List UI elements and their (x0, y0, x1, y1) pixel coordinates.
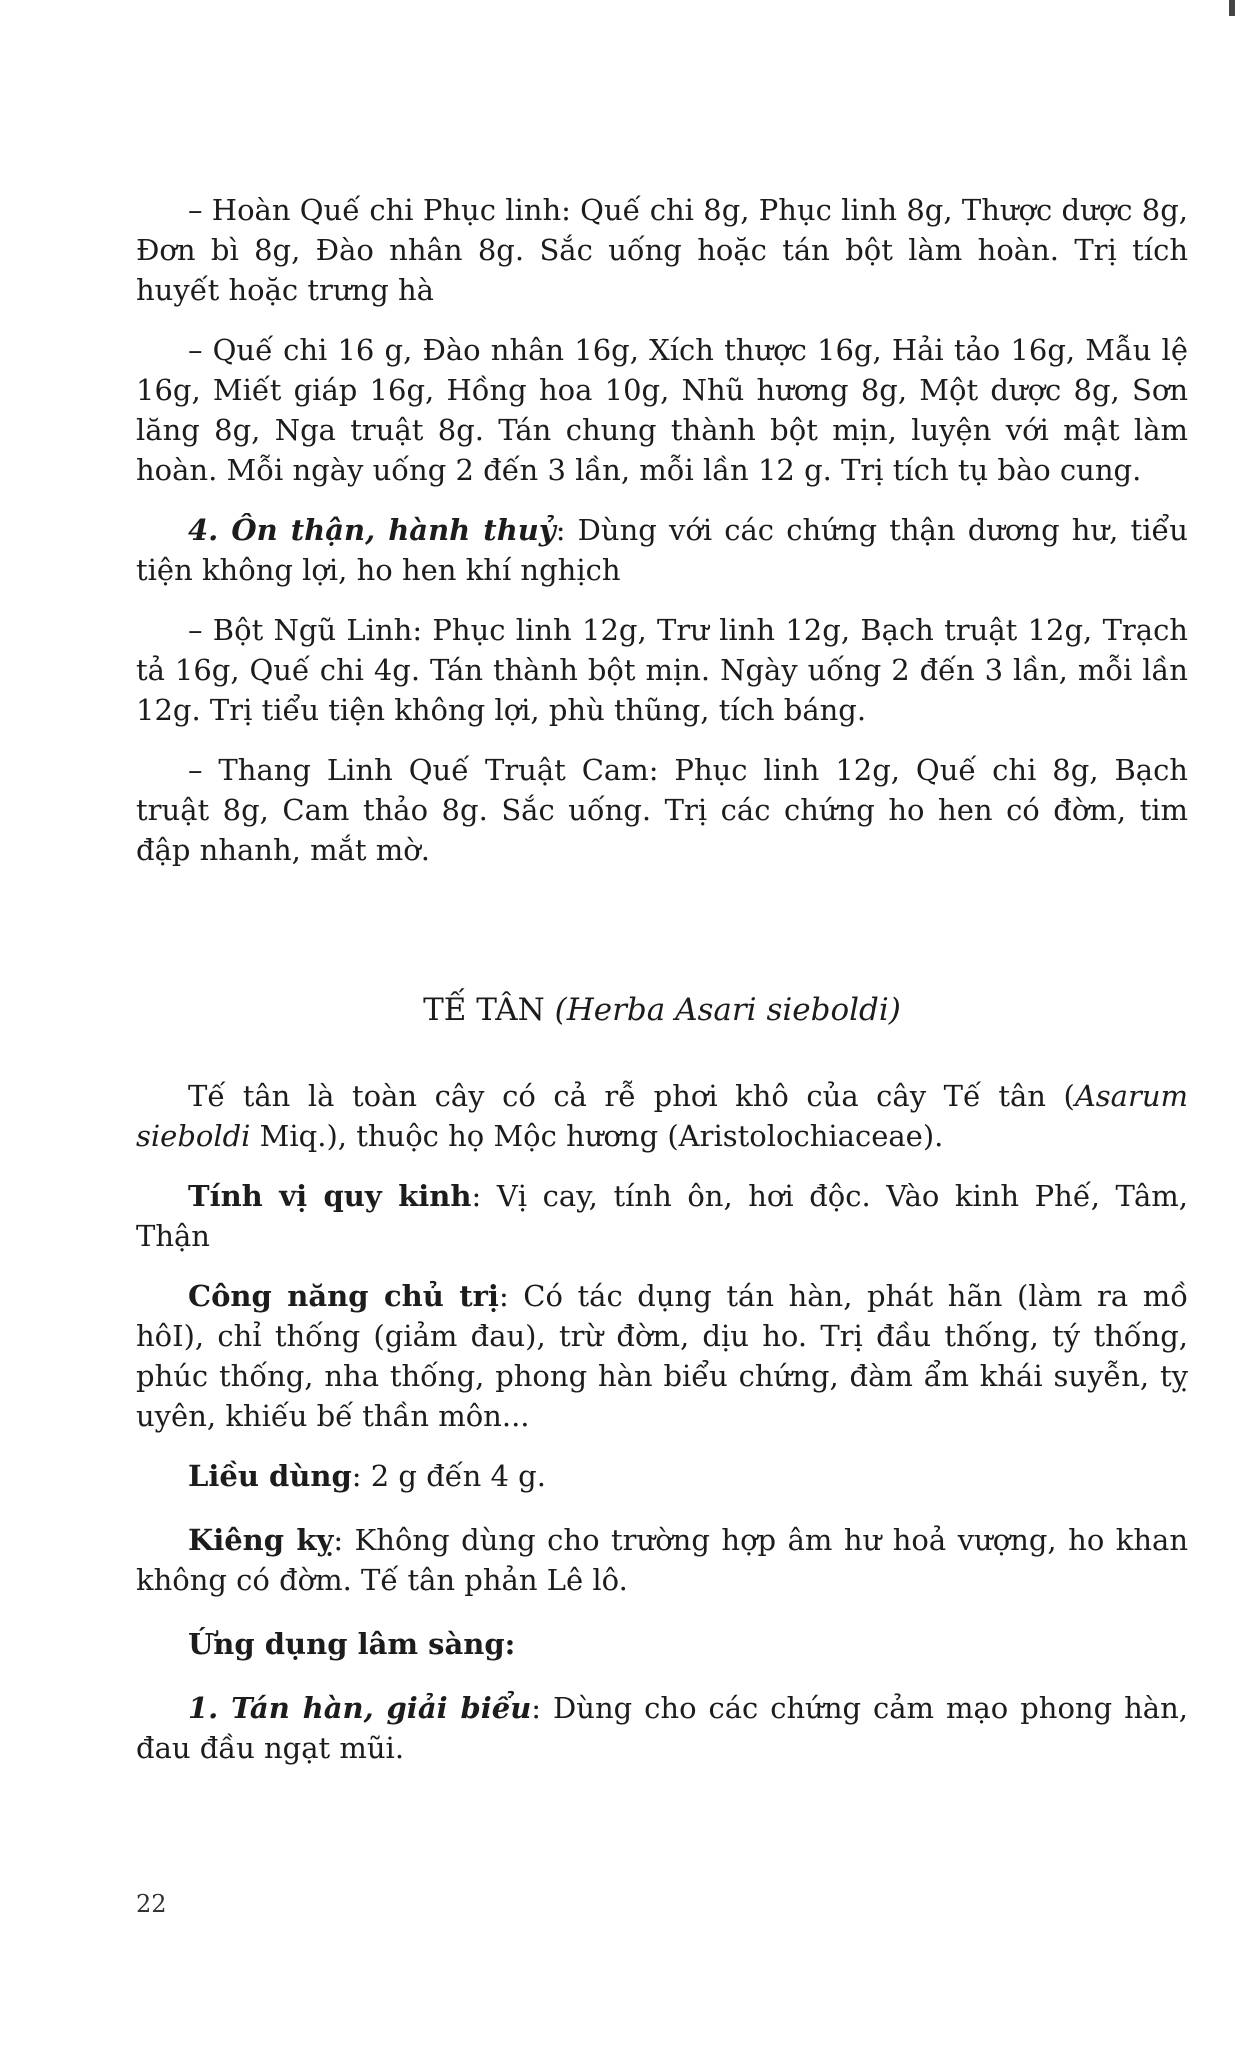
item-4-text: : Dùng với các chứng thận dương hư, tiểu tiện không lợi, ho hen khí nghịch (136, 513, 1188, 587)
paragraph-kieng-ky (136, 1520, 1188, 1600)
tinh-vi-label: Tính vị quy kinh (188, 1179, 472, 1213)
paragraph-cong-nang (136, 1276, 1188, 1436)
cong-nang-text: : Có tác dụng tán hàn, phát hãn (làm ra mồ hôI), chỉ thống (giảm đau), trừ đờm, dịu ho. Trị đầu thống, tý thống, phúc thống, nha thống, phong hàn biểu chứng, đàm ẩm khái suyễn, tỵ uyên, khiếu bế thần môn... (136, 1279, 1188, 1433)
cong-nang-label: Công năng chủ trị (188, 1279, 499, 1313)
paragraph-que-chi-formula: – Quế chi 16 g, Đào nhân 16g, Xích thược 16g, Hải tảo 16g, Mẫu lệ 16g, Miết giáp 16g, Hồng hoa 10g, Nhũ hương 8g, Một dược 8g, Sơn lăng 8g, Nga truật 8g. Tán chung thành bột mịn, luyện với mật làm hoàn. Mỗi ngày uống 2 đến 3 lần, mỗi lần 12 g. Trị tích tụ bào cung. (136, 333, 1188, 487)
lieu-dung-text: : 2 g đến 4 g. (351, 1459, 546, 1493)
lieu-dung-label: Liều dùng (188, 1459, 352, 1493)
section-title-name: TẾ TÂN (423, 992, 545, 1028)
section-title (136, 990, 1188, 1030)
paragraph-lieu-dung (136, 1456, 1188, 1496)
paragraph-ung-dung (136, 1624, 1188, 1664)
paragraph-hoan-que-chi: – Hoàn Quế chi Phục linh: Quế chi 8g, Phục linh 8g, Thược dược 8g, Đơn bì 8g, Đào nhân 8g. Sắc uống hoặc tán bột làm hoàn. Trị tích huyết hoặc trưng hà (136, 193, 1188, 307)
scan-corner-mark (1229, 0, 1235, 16)
paragraph-tan-han (136, 1688, 1188, 1768)
paragraph-thang-linh-que: – Thang Linh Quế Truật Cam: Phục linh 12g, Quế chi 8g, Bạch truật 8g, Cam thảo 8g. Sắc uống. Trị các chứng ho hen có đờm, tim đập nhanh, mắt mờ. (136, 753, 1188, 867)
intro-part-a: Tế tân là toàn cây có cả rễ phơi khô của cây Tế tân ( (188, 1079, 1075, 1113)
intro-species: Asarum sieboldi (136, 1079, 1188, 1153)
tinh-vi-text: : Vị cay, tính ôn, hơi độc. Vào kinh Phế, Tâm, Thận (136, 1179, 1188, 1253)
paragraph-bot-ngu-linh: – Bột Ngũ Linh: Phục linh 12g, Trư linh 12g, Bạch truật 12g, Trạch tả 16g, Quế chi 4g. Tán thành bột mịn. Ngày uống 2 đến 3 lần, mỗi lần 12g. Trị tiểu tiện không lợi, phù thũng, tích báng. (136, 613, 1188, 727)
section-title-latin: (Herba Asari sieboldi) (554, 992, 901, 1028)
item-1-text: : Dùng cho các chứng cảm mạo phong hàn, đau đầu ngạt mũi. (136, 1691, 1188, 1765)
paragraph-tinh-vi (136, 1176, 1188, 1256)
intro-part-b: Miq.), thuộc họ Mộc hương (Aristolochiaceae). (250, 1119, 944, 1153)
kieng-ky-label: Kiêng kỵ (188, 1523, 334, 1557)
page-number: 22 (136, 1890, 167, 1918)
paragraph-on-than (136, 510, 1188, 590)
ung-dung-label: Ứng dụng lâm sàng: (188, 1627, 516, 1661)
kieng-ky-text: : Không dùng cho trường hợp âm hư hoả vượng, ho khan không có đờm. Tế tân phản Lê lô. (136, 1523, 1188, 1597)
item-4-label: 4. Ôn thận, hành thuỷ (188, 513, 556, 547)
paragraph-intro (136, 1076, 1188, 1156)
item-1-label: 1. Tán hàn, giải biểu (188, 1691, 532, 1725)
page-body (136, 190, 1188, 1768)
